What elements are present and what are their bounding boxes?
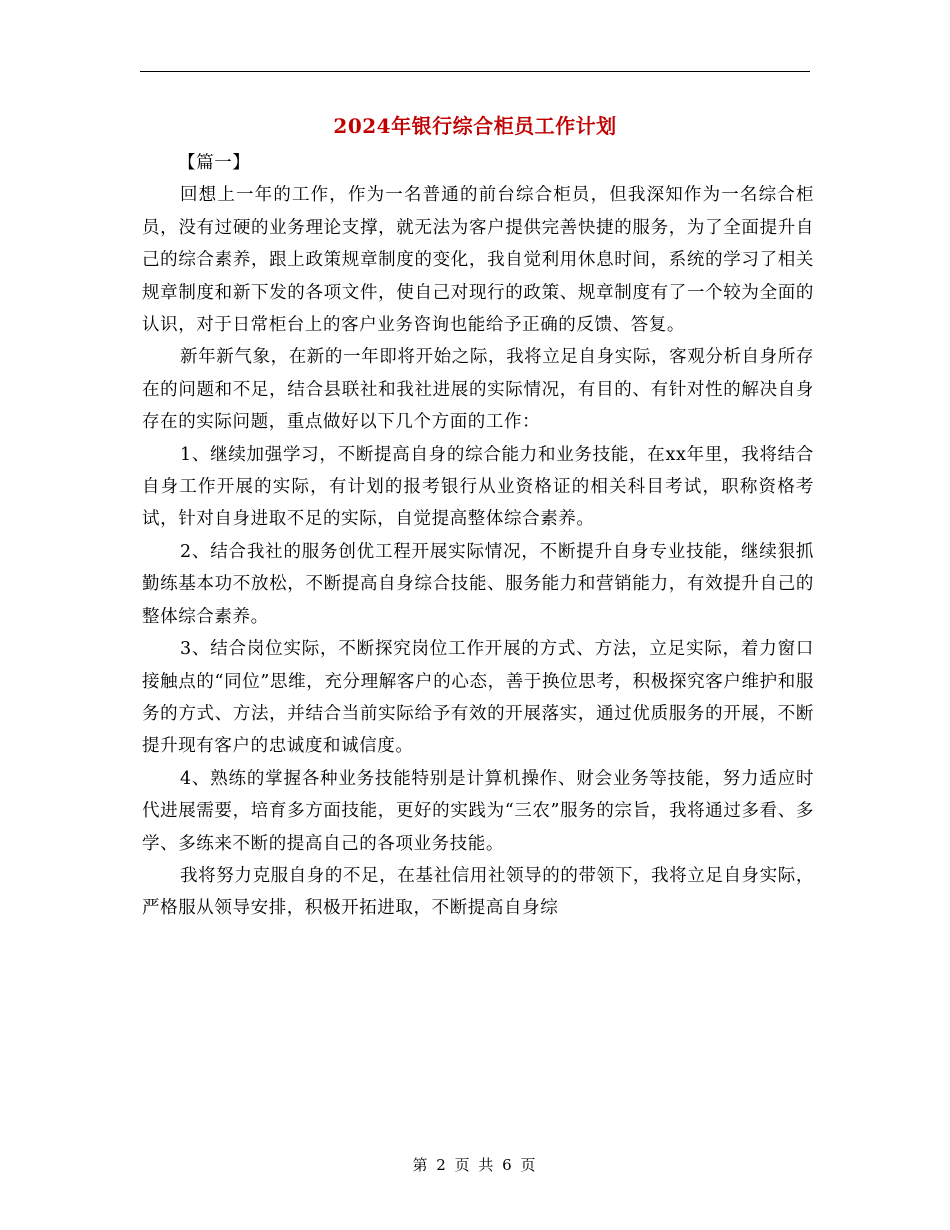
header-rule — [140, 71, 810, 72]
section-heading: 【篇一】 — [178, 153, 251, 173]
paragraph-item-1: 1、继续加强学习，不断提高自身的综合能力和业务技能，在xx年里，我将结合自身工作开展的实际，有计划的报考银行从业资格证的相关科目考试，职称资格考试，针对自身进取不足的实际，自觉提高整体综合素养。 — [142, 444, 814, 530]
paragraph-new-year: 新年新气象，在新的一年即将开始之际，我将立足自身实际，客观分析自身所存在的问题和不足，结合县联社和我社进展的实际情况，有目的、有针对性的解决自身存在的实际问题，重点做好以下几个方面的工作： — [142, 347, 814, 433]
paragraph-closing: 我将努力克服自身的不足，在基社信用社领导的的带领下，我将立足自身实际，严格服从领导安排，积极开拓进取，不断提高自身综 — [142, 865, 814, 919]
paragraph-review: 回想上一年的工作，作为一名普通的前台综合柜员，但我深知作为一名综合柜员，没有过硬的业务理论支撑，就无法为客户提供完善快捷的服务，为了全面提升自己的综合素养，跟上政策规章制度的变化，我自觉利用休息时间，系统的学习了相关规章制度和新下发的各项文件，使自己对现行的政策、规章制度有了一个较为全面的认识，对于日常柜台上的客户业务咨询也能给予正确的反馈、答复。 — [142, 185, 814, 336]
paragraph-item-3: 3、结合岗位实际，不断探究岗位工作开展的方式、方法，立足实际，着力窗口接触点的“同位”思维，充分理解客户的心态，善于换位思考，积极探究客户维护和服务的方式、方法，并结合当前实际给予有效的开展落实，通过优质服务的开展，不断提升现有客户的忠诚度和诚信度。 — [142, 639, 814, 757]
paragraph-item-4: 4、熟练的掌握各种业务技能特别是计算机操作、财会业务等技能，努力适应时代进展需要，培育多方面技能，更好的实践为“三农”服务的宗旨，我将通过多看、多学、多练来不断的提高自己的各项业务技能。 — [142, 768, 814, 854]
document-body — [142, 147, 814, 925]
page-number-footer: 第 2 页 共 6 页 — [412, 1156, 538, 1174]
paragraph-item-2: 2、结合我社的服务创优工程开展实际情况，不断提升自身专业技能，继续狠抓勤练基本功不放松，不断提高自身综合技能、服务能力和营销能力，有效提升自己的整体综合素养。 — [142, 541, 814, 627]
document-title: 2024年银行综合柜员工作计划 — [333, 114, 617, 138]
